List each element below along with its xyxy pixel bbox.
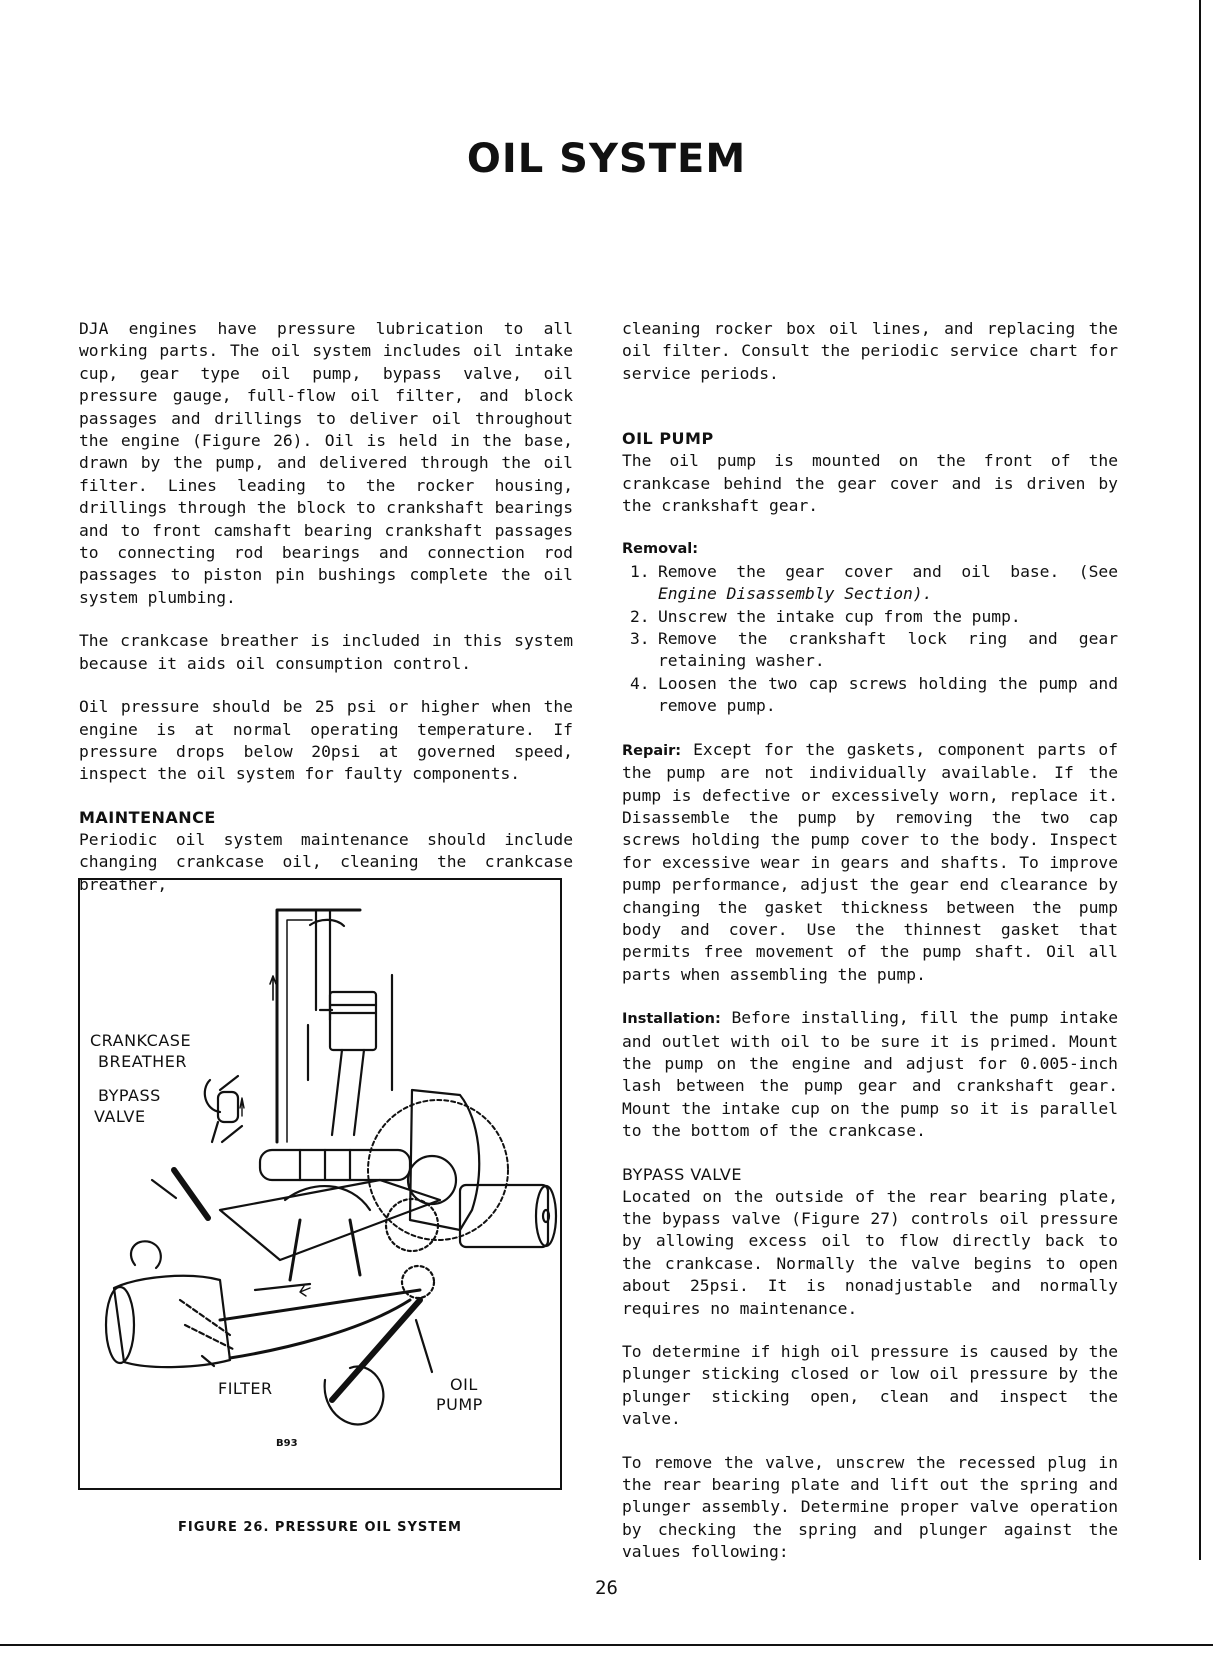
breather-paragraph: The crankcase breather is included in this system because it aids oil consumption control. <box>79 631 573 673</box>
bypass-remove-paragraph: To remove the valve, unscrew the recessed plug in the rear bearing plate and lift out the spring and plunger assembly. Determine proper valve operation by checking the spring and plunger against the values following: <box>622 1452 1118 1562</box>
removal-step: 3. Remove the crankshaft lock ring and gear retaining washer. <box>630 629 1118 671</box>
label-oil: OIL <box>450 1375 478 1394</box>
figure-caption: FIGURE 26. PRESSURE OIL SYSTEM <box>178 1520 462 1535</box>
label-pump: PUMP <box>436 1395 483 1414</box>
removal-label: Removal: <box>622 541 699 558</box>
label-filter: FILTER <box>218 1379 273 1398</box>
page-number: 26 <box>595 1577 618 1599</box>
oil-system-illustration <box>80 880 560 1488</box>
label-bypass: BYPASS <box>98 1086 161 1105</box>
repair-paragraph: Repair: Except for the gaskets, component parts of the pump are not individually available. If the pump is defective or excessively worn, replace it. Disassemble the pump by removing the two cap screws holding the pump cover to the body. Inspect for excessive wear in gears and shafts. To improve pump performance, adjust the gear end clearance by changing the gasket thickness between the pump body and cover. Use the thinnest gasket that permits free movement of the pump shaft. Oil all parts when assembling the pump. <box>622 739 1118 984</box>
label-breather: BREATHER <box>98 1052 187 1071</box>
maintenance-continued: cleaning rocker box oil lines, and replacing the oil filter. Consult the periodic service chart for service periods. <box>622 319 1118 383</box>
installation-paragraph: Installation: Before installing, fill the pump intake and outlet with oil to be sure it is primed. Mount the pump on the engine and adjust for 0.005-inch lash between the pump gear and crankshaft gear. Mount the intake cup on the pump so it is parallel to the bottom of the crankcase. <box>622 1008 1118 1141</box>
page-title: OIL SYSTEM <box>466 136 747 182</box>
label-valve: VALVE <box>94 1107 146 1126</box>
removal-steps <box>622 561 1118 718</box>
maintenance-paragraph: Periodic oil system maintenance should include changing crankcase oil, cleaning the crankcase breather, <box>79 829 573 894</box>
bypass-inspect-paragraph: To determine if high oil pressure is caused by the plunger sticking closed or low oil pressure by the plunger sticking open, clean and inspect the valve. <box>622 1342 1118 1429</box>
oil-pump-heading: OIL PUMP <box>622 429 714 449</box>
intro-paragraph: DJA engines have pressure lubrication to all working parts. The oil system includes oil intake cup, gear type oil pump, bypass valve, oil pressure gauge, full-flow oil filter, and block passages and drillings to deliver oil throughout the engine (Figure 26). Oil is held in the base, drawn by the pump, and delivered through the oil filter. Lines leading to the rocker housing, drillings through the block to crankshaft bearings and to front camshaft bearing crankshaft passages to connecting rod bearings and connection rod passages to piston pin bushings complete the oil system plumbing. <box>79 319 573 607</box>
oil-pump-paragraph: The oil pump is mounted on the front of the crankcase behind the gear cover and is driven by the crankshaft gear. <box>622 451 1118 516</box>
bypass-valve-heading: BYPASS VALVE <box>622 1164 742 1184</box>
label-crankcase: CRANKCASE <box>90 1031 192 1050</box>
figure-26-diagram <box>78 878 562 1490</box>
page-edge-right <box>1199 0 1201 1560</box>
page-edge-bottom <box>0 1644 1213 1646</box>
pressure-paragraph: Oil pressure should be 25 psi or higher when the engine is at normal operating temperature. If pressure drops below 20psi at governed speed, inspect the oil system for faulty components. <box>79 697 573 784</box>
maintenance-heading: MAINTENANCE <box>79 807 216 827</box>
removal-step: 4. Loosen the two cap screws holding the pump and remove pump. <box>630 673 1118 716</box>
removal-step: 1. Remove the gear cover and oil base. (See Engine Disassembly Section). <box>630 561 1118 604</box>
bypass-paragraph: Located on the outside of the rear bearing plate, the bypass valve (Figure 27) controls oil pressure by allowing excess oil to flow directly back to the crankcase. Normally the valve begins to open about 25psi. It is nonadjustable and normally requires no maintenance. <box>622 1186 1118 1318</box>
removal-step: 2. Unscrew the intake cup from the pump. <box>630 606 1021 626</box>
figure-code: B93 <box>276 1438 298 1449</box>
right-column <box>622 318 1118 1585</box>
left-column <box>79 318 573 917</box>
